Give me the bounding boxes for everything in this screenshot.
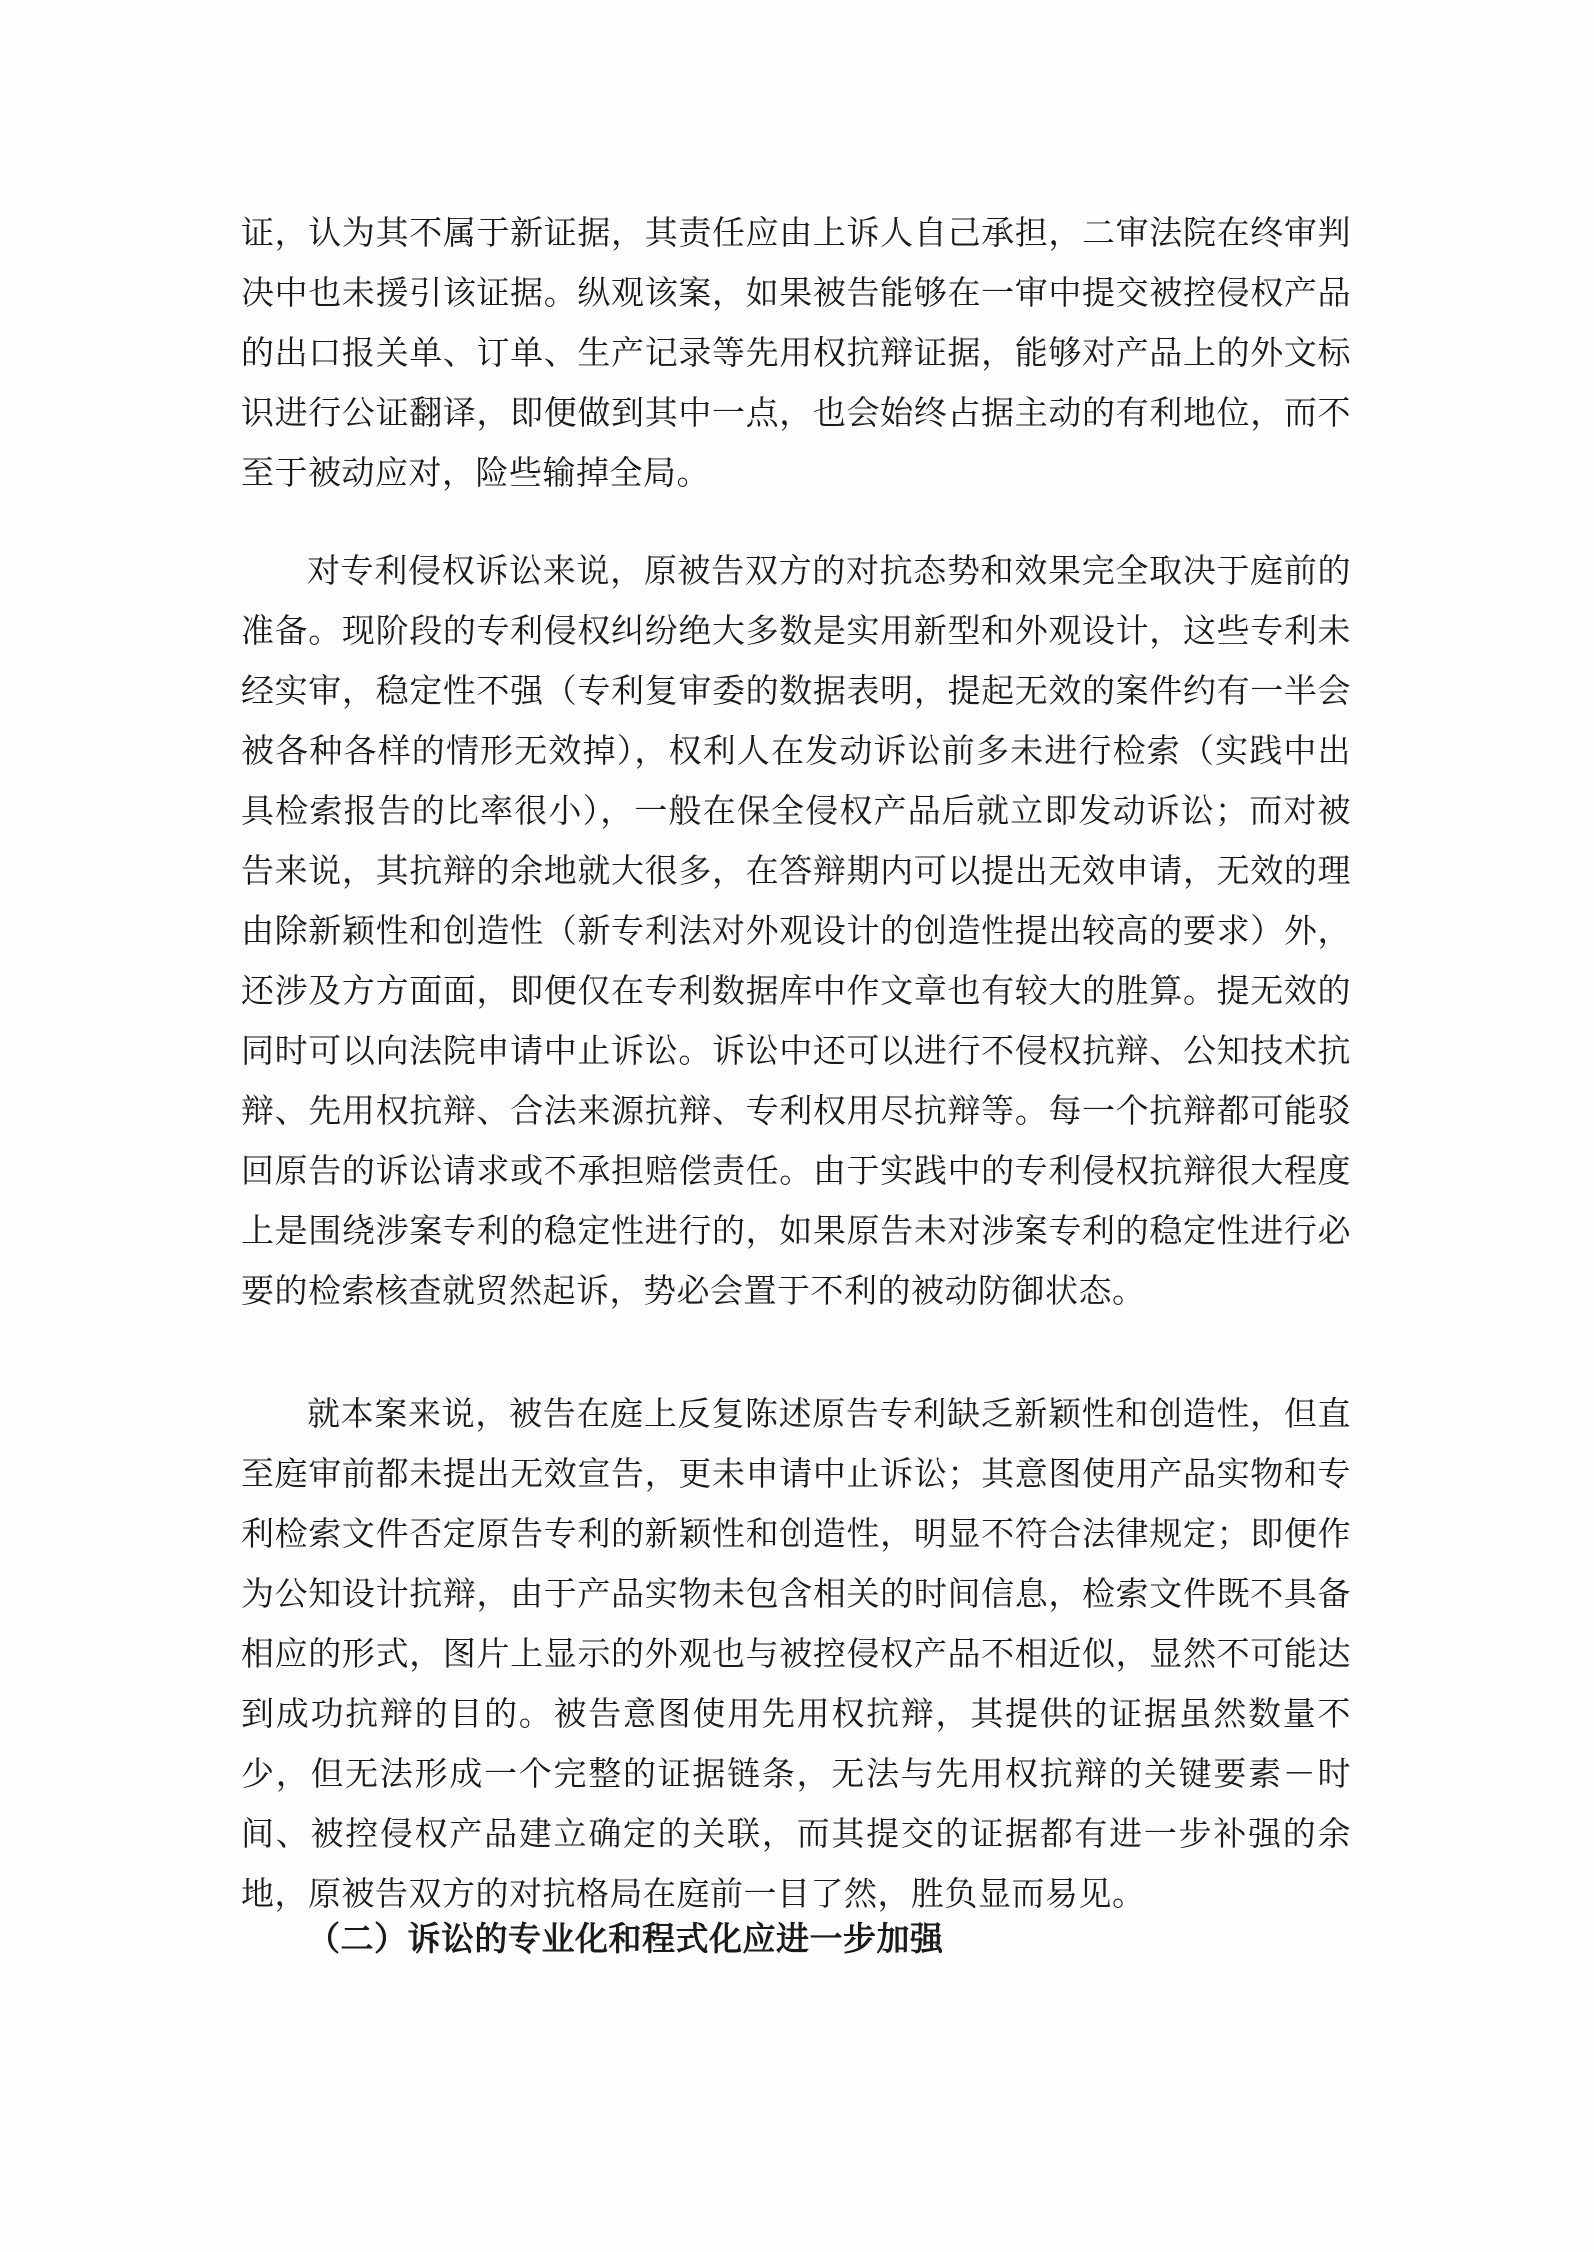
paragraph-1: 证，认为其不属于新证据，其责任应由上诉人自己承担，二审法院在终审判决中也未援引该证据。纵观该案，如果被告能够在一审中提交被控侵权产品的出口报关单、订单、生产记录等先用权抗辩证据，能够对产品上的外文标识进行公证翻译，即便做到其中一点，也会始终占据主动的有利地位，而不至于被动应对，险些输掉全局。 (241, 213, 1351, 492)
section-heading: （二）诉讼的专业化和程式化应进一步加强 (307, 1919, 944, 1958)
paragraph-2: 对专利侵权诉讼来说，原被告双方的对抗态势和效果完全取决于庭前的准备。现阶段的专利侵权纠纷绝大多数是实用新型和外观设计，这些专利未经实审，稳定性不强（专利复审委的数据表明，提起无效的案件约有一半会被各种各样的情形无效掉），权利人在发动诉讼前多未进行检索（实践中出具检索报告的比率很小），一般在保全侵权产品后就立即发动诉讼；而对被告来说，其抗辩的余地就大很多，在答辩期内可以提出无效申请，无效的理由除新颖性和创造性（新专利法对外观设计的创造性提出较高的要求）外，还涉及方方面面，即便仅在专利数据库中作文章也有较大的胜算。提无效的同时可以向法院申请中止诉讼。诉讼中还可以进行不侵权抗辩、公知技术抗辩、先用权抗辩、合法来源抗辩、专利权用尽抗辩等。每一个抗辩都可能驳回原告的诉讼请求或不承担赔偿责任。由于实践中的专利侵权抗辩很大程度上是围绕涉案专利的稳定性进行的，如果原告未对涉案专利的稳定性进行必要的检索核查就贸然起诉，势必会置于不利的被动防御状态。 (241, 551, 1351, 1310)
paragraph-3: 就本案来说，被告在庭上反复陈述原告专利缺乏新颖性和创造性，但直至庭审前都未提出无效宣告，更未申请中止诉讼；其意图使用产品实物和专利检索文件否定原告专利的新颖性和创造性，明显不符合法律规定；即便作为公知设计抗辩，由于产品实物未包含相关的时间信息，检索文件既不具备相应的形式，图片上显示的外观也与被控侵权产品不相近似，显然不可能达到成功抗辩的目的。被告意图使用先用权抗辩，其提供的证据虽然数量不少，但无法形成一个完整的证据链条，无法与先用权抗辩的关键要素－时间、被控侵权产品建立确定的关联，而其提交的证据都有进一步补强的余地，原被告双方的对抗格局在庭前一目了然，胜负显而易见。 (241, 1394, 1351, 1913)
